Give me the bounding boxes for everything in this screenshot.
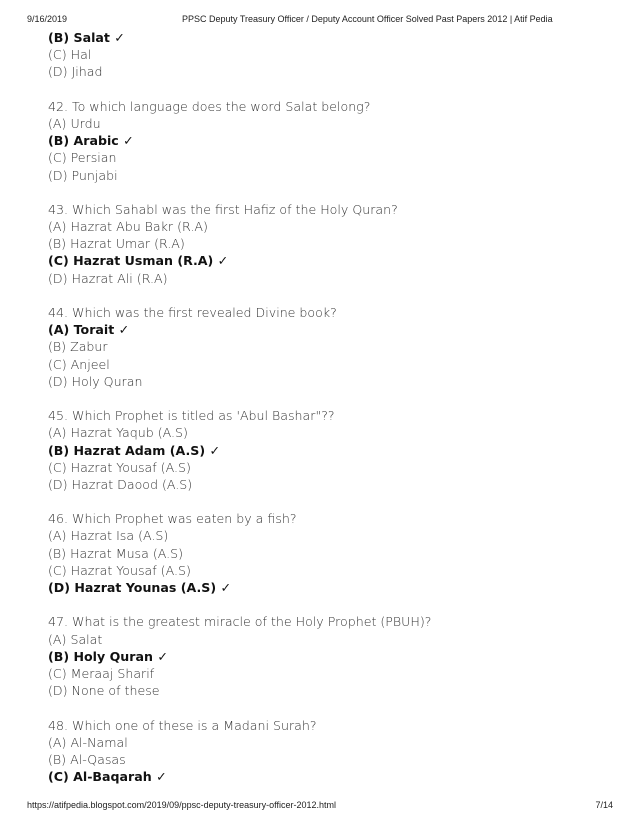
correct-answer-option: (A) Torait ✓ [48,322,130,338]
answer-option: (D) Punjabi [48,167,118,183]
correct-answer-option: (B) Arabic ✓ [48,133,134,149]
spacer [48,390,608,407]
answer-option: (D) Hazrat Daood (A.S) [48,476,193,492]
page-number: 7/14 [595,800,613,810]
spacer [48,699,608,716]
answer-option: (B) Al-Qasas [48,751,126,767]
print-header [0,14,638,26]
answer-option: (C) Meraaj Sharif [48,665,155,681]
question-text: 45. Which Prophet is titled as 'Abul Bashar"?? [48,408,335,424]
answer-option: (A) Salat [48,631,103,647]
answer-option: (A) Hazrat Isa (A.S) [48,528,169,544]
question-text: 46. Which Prophet was eaten by a fish? [48,511,297,527]
answer-option: (A) Hazrat Abu Bakr (R.A) [48,219,208,235]
question-text: 47. What is the greatest miracle of the Holy Prophet (PBUH)? [48,614,432,630]
spacer [48,81,608,98]
print-date: 9/16/2019 [27,14,68,24]
answer-option: (A) Hazrat Yaqub (A.S) [48,425,188,441]
correct-answer-option: (C) Al-Baqarah ✓ [48,769,167,785]
answer-option: (C) Anjeel [48,356,110,372]
page-title: PPSC Deputy Treasury Officer / Deputy Account Officer Solved Past Papers 2012 | Atif Pedia [182,14,553,24]
spacer [48,287,608,304]
quiz-content [48,29,608,785]
answer-option: (D) Holy Quran [48,373,143,389]
answer-option: (C) Hazrat Yousaf (A.S) [48,562,191,578]
answer-option: (D) None of these [48,683,160,699]
answer-option: (B) Hazrat Musa (A.S) [48,545,184,561]
correct-answer-option: (D) Hazrat Younas (A.S) ✓ [48,580,232,595]
answer-option: (B) Hazrat Umar (R.A) [48,236,185,252]
answer-option: (A) Urdu [48,115,101,131]
answer-option: (C) Persian [48,150,117,166]
correct-answer-option: (B) Hazrat Adam (A.S) ✓ [48,442,221,458]
answer-option: (C) Hazrat Yousaf (A.S) [48,459,191,475]
spacer [48,493,608,510]
answer-option: (B) Zabur [48,339,108,355]
print-footer [0,800,638,812]
correct-answer-option: (B) Salat ✓ [48,30,125,45]
answer-option: (A) Al-Namal [48,734,128,750]
question-text: 44. Which was the first revealed Divine book? [48,305,337,320]
answer-option: (D) Jihad [48,64,103,80]
page-url: https://atifpedia.blogspot.com/2019/09/ppsc-deputy-treasury-officer-2012.html [27,800,337,810]
question-text: 43. Which Sahabl was the first Hafiz of the Holy Quran? [48,201,398,217]
spacer [48,596,608,613]
correct-answer-option: (C) Hazrat Usman (R.A) ✓ [48,253,229,269]
answer-option: (D) Hazrat Ali (R.A) [48,270,168,286]
answer-option: (C) Hal [48,47,92,63]
correct-answer-option: (B) Holy Quran ✓ [48,648,168,664]
spacer [48,184,608,201]
question-text: 48. Which one of these is a Madani Surah? [48,717,317,733]
question-text: 42. To which language does the word Salat belong? [48,98,371,114]
